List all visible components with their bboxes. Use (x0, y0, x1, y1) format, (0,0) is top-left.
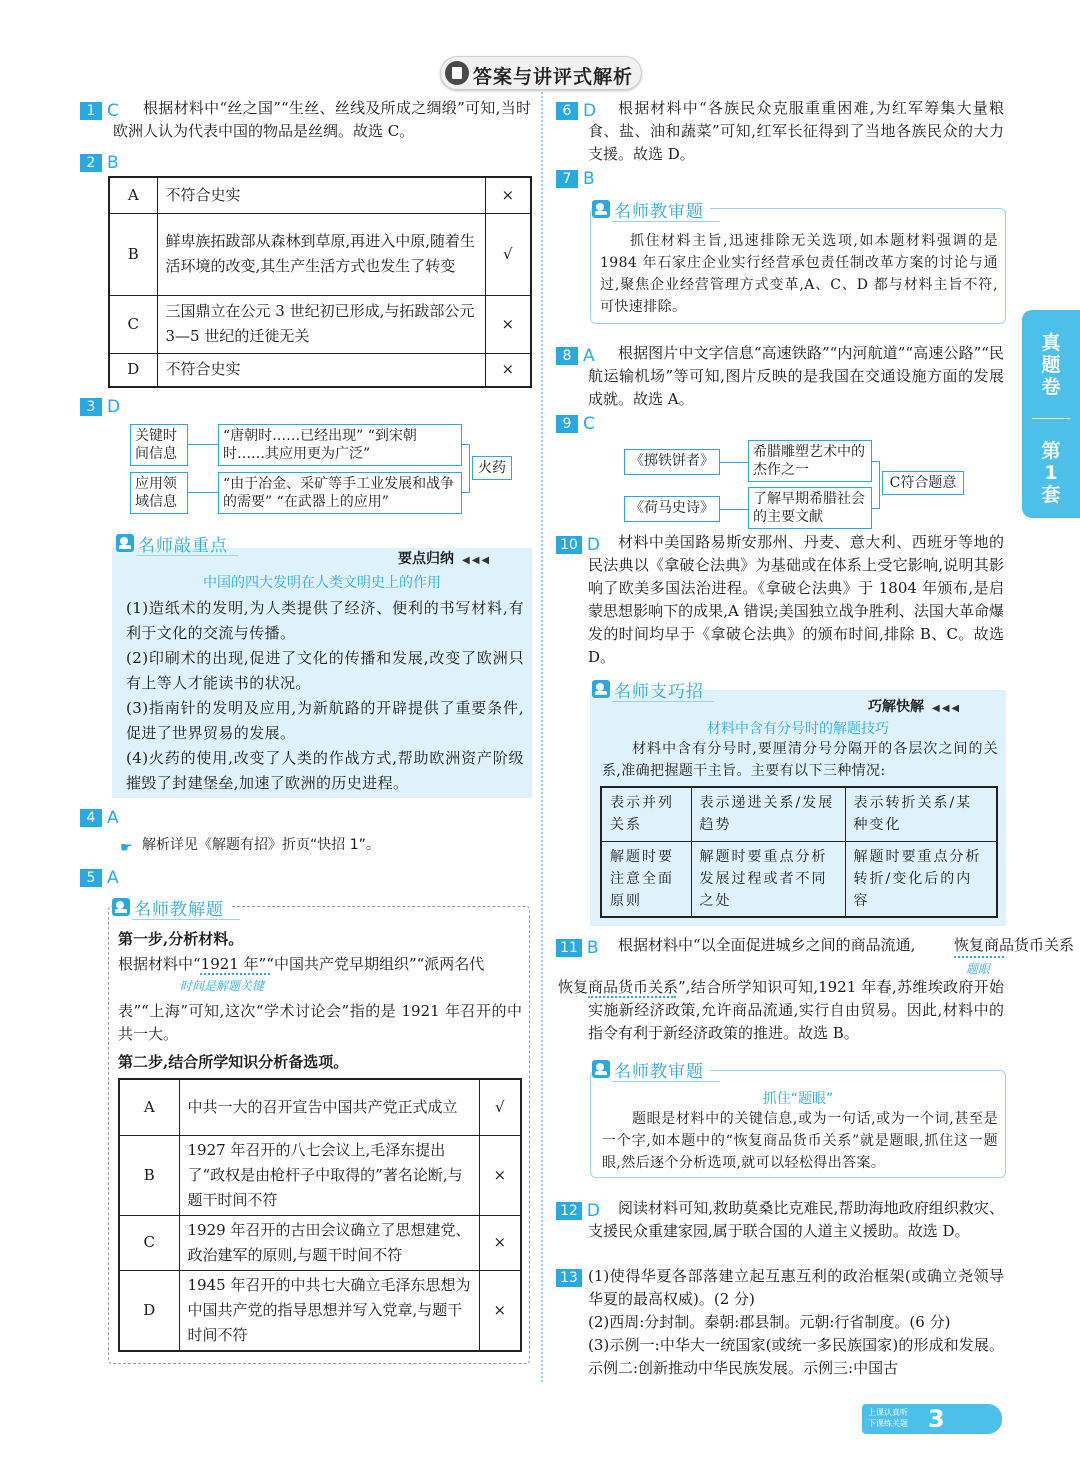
q1-explanation: 根据材料中“丝之国”“生丝、丝线及所成之绸缎”可知,当时欧洲人认为代表中国的物品是丝绸。故选 C。 (113, 99, 531, 140)
diagram-key-time-label: 关键时间信息 (130, 424, 188, 466)
question-5-number: 5 A (80, 868, 119, 888)
q2-option-table (108, 176, 532, 388)
q6-explanation: 根据材料中“各族民众克服重重困难,为红军筹集大量粮食、盐、油和蔬菜”可知,红军长征得到了当地各族民众的大力支援。故选 D。 (588, 99, 1004, 163)
q5-text-part-a: 根据材料中“1921 年”“中国共产党早期组织”“派两名代 (118, 955, 485, 973)
page-number: 3 (928, 1405, 945, 1433)
q4-note: 解析详见《解题有招》折页“快招 1”。 (142, 837, 380, 853)
table-row: A 不符合史实 × (109, 177, 531, 213)
volume-side-tab (1022, 310, 1080, 518)
teacher-tag: 名师敲重点 (116, 530, 228, 556)
question-3-number: 3 D (80, 397, 120, 417)
teacher-tag: 名师教审题 (592, 196, 710, 222)
page-footer (862, 1404, 1002, 1434)
section-header (440, 56, 642, 90)
q11-key-phrase-part1: 恢复商品货币关系 (954, 936, 1075, 954)
diagram-connector (469, 444, 470, 493)
q11-text-part-b: 恢复商品货币关系”,结合所学知识可知,1921 年春,苏维埃政府开始实施新经济政策,允许商品流通,实行自由贸易。因此,材料中的指令有利于新经济政策的推进。故选 B。 (557, 978, 1004, 1042)
q12-explanation: 阅读材料可知,救助莫桑比克难民,帮助海地政府组织救灾、支援民众重建家园,属于联合国的人道主义援助。故选 D。 (588, 1199, 1004, 1240)
section-title: 答案与讲评式解析 (473, 66, 634, 88)
question-2-number: 2 B (80, 153, 119, 173)
pointer-icon: ☛ (120, 840, 133, 856)
diagram-connector (720, 509, 748, 510)
diagram-item-homer: 《荷马史诗》 (624, 496, 720, 522)
trick-table (600, 786, 998, 918)
q11-tip-text: 题眼是材料中的关键信息,或为一句话,或为一个词,甚至是一个字,如本题中的“恢复商品货币关系”就是题眼,抓住这一题眼,然后逐个分析选项,就可以轻松得出答案。 (602, 1111, 998, 1171)
diagram-item-discobolus: 《掷铁饼者》 (624, 449, 720, 475)
key-point: (2)印刷术的出现,促进了文化的传播和发展,改变了欧洲只有上等人才能读书的状况。 (126, 649, 524, 692)
q8-explanation: 根据图片中文字信息“高速铁路”“内河航道”“高速公路”“民航运输机场”等可知,图片反映的是我国在交通设施方面的发展成就。故选 A。 (588, 344, 1004, 408)
diagram-result: 火药 (472, 456, 512, 480)
teacher-tag: 名师支巧招 (592, 676, 704, 702)
trick-intro: 材料中含有分号时,要厘清分号分隔开的各层次之间的关系,准确把握题干主旨。主要有以下三种情况: (602, 741, 998, 779)
q13-part-3: (3)示例一:中华大一统国家(或统一多民族国家)的形成和发展。示例二:创新推动中华民族发展。示例三:中国古 (588, 1336, 1004, 1377)
teacher-icon (592, 1060, 610, 1078)
table-row: 解题时要注意全面原则 解题时要重点分析发展过程或者不同之处 解题时要重点分析转折/变化后的内容 (601, 841, 997, 917)
q5-text-part-b: 表”“上海”可知,这次“学术讨论会”指的是 1921 年召开的中共一大。 (118, 1002, 522, 1043)
question-11-number: 11 B (556, 938, 599, 958)
question-8-number: 8 A (556, 346, 595, 366)
table-row: B 鲜卑族拓跋部从森林到草原,再进入中原,随着生活环境的改变,其生产生活方式也发生了转变 √ (109, 213, 531, 295)
question-13-number: 13 (556, 1269, 582, 1287)
teacher-icon (116, 534, 134, 552)
teacher-tag: 名师教审题 (592, 1056, 710, 1082)
table-row: B 1927 年召开的八七会议上,毛泽东提出了“政权是由枪杆子中取得的”著名论断,与题干时间不符 × (119, 1135, 521, 1215)
key-points-heading: 要点归纳 ◀◀◀ (398, 551, 492, 567)
q5-hint: 时间是解题关键 (180, 979, 265, 993)
trick-heading: 巧解快解 ◀◀◀ (868, 699, 962, 715)
side-tab-bottom: 第1套 (1041, 440, 1061, 506)
question-1-number: 1 C (80, 101, 119, 121)
side-tab-top: 真题卷 (1041, 332, 1061, 398)
diagram-connector (720, 462, 748, 463)
diagram-connector (879, 461, 880, 509)
question-7-number: 7 B (556, 169, 595, 189)
table-row: C 1929 年召开的古田会议确立了思想建党、政治建军的原则,与题干时间不符 × (119, 1215, 521, 1270)
table-row: 表示并列关系 表示递进关系/发展趋势 表示转折关系/某种变化 (601, 787, 997, 841)
key-point: (4)火药的使用,改变了人类的作战方式,帮助欧洲资产阶级摧毁了封建堡垒,加速了欧洲的历史进程。 (126, 749, 524, 792)
diagram-result: C符合题意 (882, 471, 964, 495)
footer-slogan-2: 下课练关题 (868, 1419, 908, 1428)
question-4-number: 4 A (80, 808, 119, 828)
q11-text-part-a: 根据材料中“以全面促进城乡之间的商品流通, (618, 936, 916, 954)
question-10-number: 10 D (556, 535, 600, 555)
q7-tip-text: 抓住材料主旨,迅速排除无关选项,如本题材料强调的是 1984 年石家庄企业实行经营承包责任制改革方案的讨论与通过,聚焦企业经营管理方式变革,A、C、D 都与材料主旨不符,可快速排除。 (600, 233, 998, 315)
q10-explanation: 材料中美国路易斯安那州、丹麦、意大利、西班牙等地的民法典以《拿破仑法典》为基础或在体系上受它影响,说明其影响了欧美多国法治进程。《拿破仑法典》于 1804 年颁布,是启蒙思想影响下的成果,A 错误;美国独立战争胜利、法国大革命爆发的时间均早于《拿破仑法典》的颁布时间,排除 B、C。故选 D。 (588, 533, 1004, 666)
q11-hint: 题眼 (966, 962, 991, 976)
diagram-connector (188, 444, 218, 445)
key-point: (3)指南针的发明及应用,为新航路的开辟提供了重要条件,促进了世界贸易的发展。 (126, 699, 524, 742)
table-row: D 1945 年召开的中共七大确立毛泽东思想为中国共产党的指导思想并写入党章,与题干时间不符 × (119, 1270, 521, 1351)
key-points-subtitle: 中国的四大发明在人类文明史上的作用 (203, 575, 441, 591)
diagram-application-text: “由于冶金、采矿等手工业发展和战争的需要” “在武器上的应用” (218, 472, 462, 514)
teacher-icon (592, 200, 610, 218)
diagram-connector (188, 492, 218, 493)
question-9-number: 9 C (556, 414, 595, 434)
column-divider (541, 92, 543, 1382)
teacher-tag: 名师教解题 (112, 894, 230, 920)
question-6-number: 6 D (556, 101, 596, 121)
question-12-number: 12 D (556, 1201, 600, 1221)
teacher-icon (592, 680, 610, 698)
q5-option-table (118, 1078, 522, 1352)
q5-step-1: 第一步,分析材料。 (118, 930, 244, 948)
table-row: D 不符合史实 × (109, 353, 531, 387)
diagram-item-homer-info: 了解早期希腊社会的主要文献 (748, 487, 872, 529)
q13-part-1: (1)使得华夏各部落建立起互惠互利的政治框架(或确立尧领导华夏的最高权威)。(2 分) (588, 1267, 1004, 1308)
q11-tip-subtitle: 抓住“题眼” (762, 1091, 834, 1107)
key-underline (200, 973, 270, 975)
q5-step-2: 第二步,结合所学知识分析备选项。 (118, 1053, 349, 1071)
trick-subtitle: 材料中含有分号时的解题技巧 (707, 721, 889, 737)
table-row: C 三国鼎立在公元 3 世纪初已形成,与拓跋部公元 3—5 世纪的迁徙无关 × (109, 295, 531, 353)
teacher-icon (112, 898, 130, 916)
table-row: A 中共一大的召开宣告中国共产党正式成立 √ (119, 1079, 521, 1135)
diagram-item-discobolus-info: 希腊雕塑艺术中的杰作之一 (748, 440, 872, 482)
key-point: (1)造纸术的发明,为人类提供了经济、便利的书写材料,有利于文化的交流与传播。 (126, 599, 524, 642)
document-icon (445, 61, 469, 85)
q13-part-2: (2)西周:分封制。秦朝:郡县制。元朝:行省制度。(6 分) (588, 1313, 951, 1331)
diagram-key-time-text: “唐朝时……已经出现” “到宋朝时……其应用更为广泛” (218, 424, 462, 466)
footer-slogan-1: 上课认真听 (868, 1408, 908, 1417)
diagram-application-label: 应用领域信息 (130, 472, 188, 514)
